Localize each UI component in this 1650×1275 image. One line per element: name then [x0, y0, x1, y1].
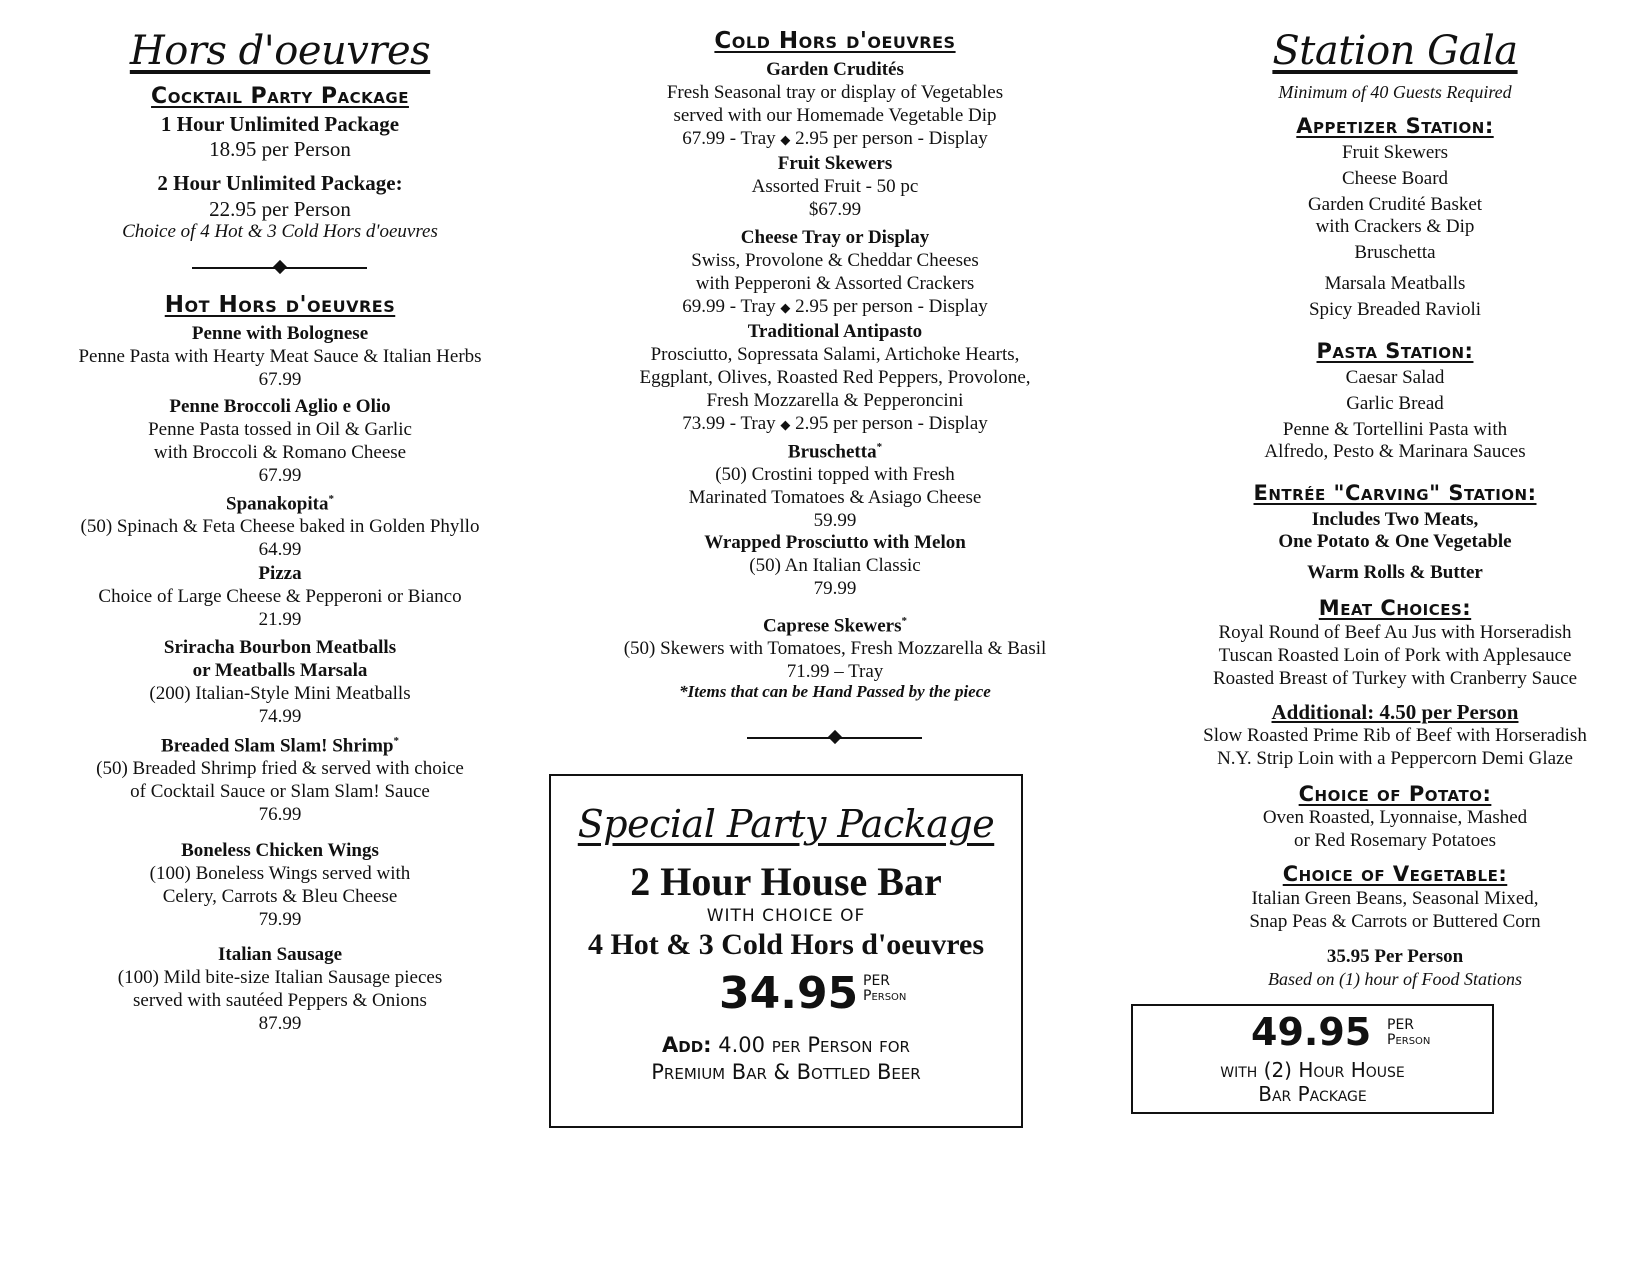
item-price: 64.99: [258, 539, 302, 561]
item-description: of Cocktail Sauce or Slam Slam! Sauce: [130, 781, 430, 803]
premium-bar-addon: [551, 1032, 1021, 1086]
item-name: Penne with Bolognese: [191, 323, 369, 344]
house-bar-price-box: [1131, 1004, 1494, 1114]
vegetable-heading: Choice of Vegetable:: [1282, 862, 1508, 886]
package-2-price: 22.95 per Person: [209, 197, 351, 221]
hors-doeuvres-title: Hors d'oeuvres: [129, 28, 431, 74]
item-name-line-2: or Meatballs Marsala: [192, 660, 368, 681]
menu-item: [40, 730, 520, 826]
special-price: 34.95: [719, 968, 859, 1019]
item-description: Celery, Carrots & Bleu Cheese: [162, 886, 398, 907]
bar-package-line: Bar Package: [1258, 1082, 1367, 1106]
item-description: Prosciutto, Sopressata Salami, Artichoke Hearts,: [650, 344, 1020, 365]
package-choice-note: Choice of 4 Hot & 3 Cold Hors d'oeuvres: [122, 221, 438, 242]
list-item: Slow Roasted Prime Rib of Beef with Horseradish: [1203, 725, 1587, 746]
item-description: (50) Crostini topped with Fresh: [715, 464, 955, 486]
add-label: Add:: [662, 1033, 712, 1057]
station-price: 35.95 Per Person: [1326, 946, 1464, 967]
tray-price: 67.99 - Tray: [682, 128, 776, 149]
add-text: 4.00 per Person for: [718, 1033, 910, 1057]
tray-price: 73.99 - Tray: [682, 413, 776, 434]
per-label: PER: [863, 973, 891, 989]
potato-heading: Choice of Potato:: [1298, 782, 1492, 806]
menu-item: [40, 322, 520, 391]
item-description: Penne Pasta tossed in Oil & Garlic: [148, 419, 412, 440]
list-item: Spicy Breaded Ravioli: [1308, 299, 1482, 320]
list-item: Royal Round of Beef Au Jus with Horseradish: [1218, 622, 1572, 643]
with-choice-of: WITH CHOICE OF: [706, 906, 866, 926]
menu-item: [590, 226, 1080, 319]
hot-hors-doeuvres-heading: Hot Hors d'oeuvres: [164, 292, 396, 318]
bar-package-text: [1133, 1058, 1492, 1106]
package-2-name: 2 Hour Unlimited Package:: [157, 171, 403, 195]
item-name: Breaded Slam Slam! Shrimp: [161, 735, 394, 757]
list-item: Penne & Tortellini Pasta with: [1282, 419, 1508, 440]
item-name: Cheese Tray or Display: [740, 227, 930, 248]
item-description: Swiss, Provolone & Cheddar Cheeses: [691, 250, 979, 271]
warm-rolls: Warm Rolls & Butter: [1307, 562, 1483, 583]
hand-passed-star: *: [876, 441, 883, 453]
item-price: $67.99: [808, 199, 862, 220]
hand-passed-star: *: [328, 493, 334, 505]
menu-item: [590, 320, 1080, 436]
item-price: [590, 127, 1080, 151]
item-price: 59.99: [813, 510, 857, 532]
item-description: (50) Breaded Shrimp fried & served with choice: [96, 758, 464, 780]
carving-station-heading: Entrée "Carving" Station:: [1253, 481, 1537, 505]
item-description: Eggplant, Olives, Roasted Red Peppers, Provolone,: [639, 367, 1031, 388]
potato-list: [1170, 806, 1620, 852]
appetizer-list: [1170, 142, 1620, 325]
item-name: Spanakopita: [226, 493, 329, 515]
list-item: Tuscan Roasted Loin of Pork with Applesauce: [1218, 645, 1572, 666]
list-item: Italian Green Beans, Seasonal Mixed,: [1251, 888, 1539, 909]
includes-line: One Potato & One Vegetable: [1278, 531, 1512, 552]
additional-list: [1150, 724, 1640, 770]
item-name: Wrapped Prosciutto with Melon: [704, 532, 966, 553]
display-price: 2.95 per person - Display: [795, 296, 988, 317]
list-item: Cheese Board: [1341, 168, 1449, 189]
carving-includes: [1170, 509, 1620, 553]
menu-item: [590, 436, 1080, 532]
item-name: Sriracha Bourbon Meatballs: [163, 637, 397, 658]
item-name: Traditional Antipasto: [747, 321, 923, 342]
item-description: (200) Italian-Style Mini Meatballs: [149, 683, 411, 704]
item-description: (50) Skewers with Tomatoes, Fresh Mozzarella & Basil: [623, 638, 1047, 660]
diamond-icon: ◆: [780, 132, 791, 147]
item-description: served with sautéed Peppers & Onions: [133, 990, 427, 1011]
item-price: 79.99: [258, 909, 302, 930]
item-description: with Pepperoni & Assorted Crackers: [695, 273, 975, 294]
package-1-name: 1 Hour Unlimited Package: [160, 112, 400, 136]
per-person-label: [863, 974, 906, 1004]
item-price: [590, 412, 1080, 436]
item-price: 67.99: [258, 369, 302, 390]
item-description: Marinated Tomatoes & Asiago Cheese: [688, 487, 982, 509]
hand-passed-star: *: [393, 735, 399, 747]
tray-price: 69.99 - Tray: [682, 296, 776, 317]
item-description: (50) Spinach & Feta Cheese baked in Golden Phyllo: [80, 516, 480, 538]
menu-item: [590, 152, 1080, 221]
menu-item: [40, 839, 520, 931]
item-description: (100) Boneless Wings served with: [149, 863, 411, 884]
vegetable-list: [1170, 887, 1620, 933]
per-person-label: [1387, 1018, 1430, 1048]
list-item: Alfredo, Pesto & Marinara Sauces: [1264, 441, 1526, 462]
item-description: (50) An Italian Classic: [749, 555, 921, 576]
list-item: Snap Peas & Carrots or Buttered Corn: [1249, 911, 1541, 932]
meat-list: [1170, 621, 1620, 690]
additional-heading: Additional: 4.50 per Person: [1271, 700, 1519, 724]
display-price: 2.95 per person - Display: [795, 128, 988, 149]
special-party-package-box: [549, 774, 1023, 1128]
special-choice: 4 Hot & 3 Cold Hors d'oeuvres: [587, 928, 985, 961]
menu-item: [590, 531, 1080, 600]
station-bar-price: 49.95: [1251, 1010, 1372, 1054]
item-name: Bruschetta: [787, 441, 877, 463]
menu-item: [40, 636, 520, 728]
hand-passed-note: *Items that can be Hand Passed by the piece: [679, 682, 991, 701]
item-description: served with our Homemade Vegetable Dip: [673, 105, 997, 126]
item-description: with Broccoli & Romano Cheese: [153, 442, 407, 463]
item-name: Fruit Skewers: [777, 153, 893, 174]
appetizer-station-heading: Appetizer Station:: [1296, 114, 1494, 138]
display-price: 2.95 per person - Display: [795, 413, 988, 434]
per-label: PER: [1387, 1017, 1415, 1033]
item-name: Penne Broccoli Aglio e Olio: [169, 396, 391, 417]
divider: [192, 261, 367, 275]
list-item: Caesar Salad: [1345, 367, 1445, 388]
item-name: Boneless Chicken Wings: [181, 840, 379, 861]
list-item: Bruschetta: [1354, 242, 1436, 263]
list-item: Marsala Meatballs: [1324, 273, 1466, 294]
list-item: N.Y. Strip Loin with a Peppercorn Demi Glaze: [1217, 748, 1573, 769]
item-description: Choice of Large Cheese & Pepperoni or Bianco: [98, 586, 462, 607]
item-description: Penne Pasta with Hearty Meat Sauce & Italian Herbs: [78, 346, 482, 367]
menu-item: [40, 395, 520, 487]
cold-hors-doeuvres-heading: Cold Hors d'oeuvres: [714, 28, 956, 54]
item-price: 87.99: [258, 1013, 302, 1034]
list-item: Garden Crudité Basket: [1307, 194, 1483, 215]
bar-package-line: with (2) Hour House: [1220, 1058, 1405, 1082]
item-price: 79.99: [813, 578, 857, 599]
minimum-guests-note: Minimum of 40 Guests Required: [1278, 82, 1512, 102]
pasta-list: [1170, 367, 1620, 463]
menu-item: [590, 610, 1080, 683]
includes-line: Includes Two Meats,: [1311, 509, 1479, 530]
list-item: Fruit Skewers: [1341, 142, 1449, 163]
add-text-line-2: Premium Bar & Bottled Beer: [651, 1060, 921, 1084]
item-name: Italian Sausage: [217, 944, 343, 965]
item-description: Fresh Seasonal tray or display of Vegetables: [666, 82, 1004, 103]
item-price: [590, 295, 1080, 319]
menu-item: [40, 562, 520, 631]
hand-passed-star: *: [901, 615, 907, 627]
item-price: 76.99: [258, 804, 302, 826]
item-description: Fresh Mozzarella & Pepperoncini: [706, 390, 964, 411]
based-on-note: Based on (1) hour of Food Stations: [1268, 969, 1522, 989]
pasta-station-heading: Pasta Station:: [1316, 339, 1474, 363]
list-item: Garlic Bread: [1346, 393, 1444, 414]
package-1-price: 18.95 per Person: [209, 137, 351, 161]
item-price: 21.99: [258, 609, 302, 630]
list-item: or Red Rosemary Potatoes: [1293, 830, 1497, 851]
item-description: Assorted Fruit - 50 pc: [751, 176, 919, 197]
list-item: Oven Roasted, Lyonnaise, Mashed: [1262, 807, 1528, 828]
item-price: 71.99 – Tray: [786, 661, 884, 683]
station-gala-title: Station Gala: [1272, 28, 1518, 74]
item-name: Garden Crudités: [766, 59, 904, 80]
item-price: 74.99: [258, 706, 302, 727]
divider: [747, 731, 922, 745]
item-description: (100) Mild bite-size Italian Sausage pieces: [117, 967, 443, 988]
item-name: Pizza: [258, 563, 302, 584]
menu-item: [590, 58, 1080, 151]
item-name: Caprese Skewers: [763, 615, 902, 637]
person-label: Person: [1387, 1032, 1431, 1048]
cocktail-package-heading: Cocktail Party Package: [151, 84, 409, 109]
list-item: Roasted Breast of Turkey with Cranberry Sauce: [1212, 668, 1578, 689]
diamond-icon: ◆: [780, 417, 791, 432]
special-party-package-title: Special Party Package: [577, 802, 995, 846]
menu-item: [40, 488, 520, 561]
list-item: with Crackers & Dip: [1315, 216, 1475, 237]
house-bar-heading: 2 Hour House Bar: [630, 859, 942, 904]
menu-item: [40, 943, 520, 1035]
person-label: Person: [863, 988, 907, 1004]
item-price: 67.99: [258, 465, 302, 486]
diamond-icon: ◆: [780, 300, 791, 315]
meat-choices-heading: Meat Choices:: [1318, 596, 1472, 620]
